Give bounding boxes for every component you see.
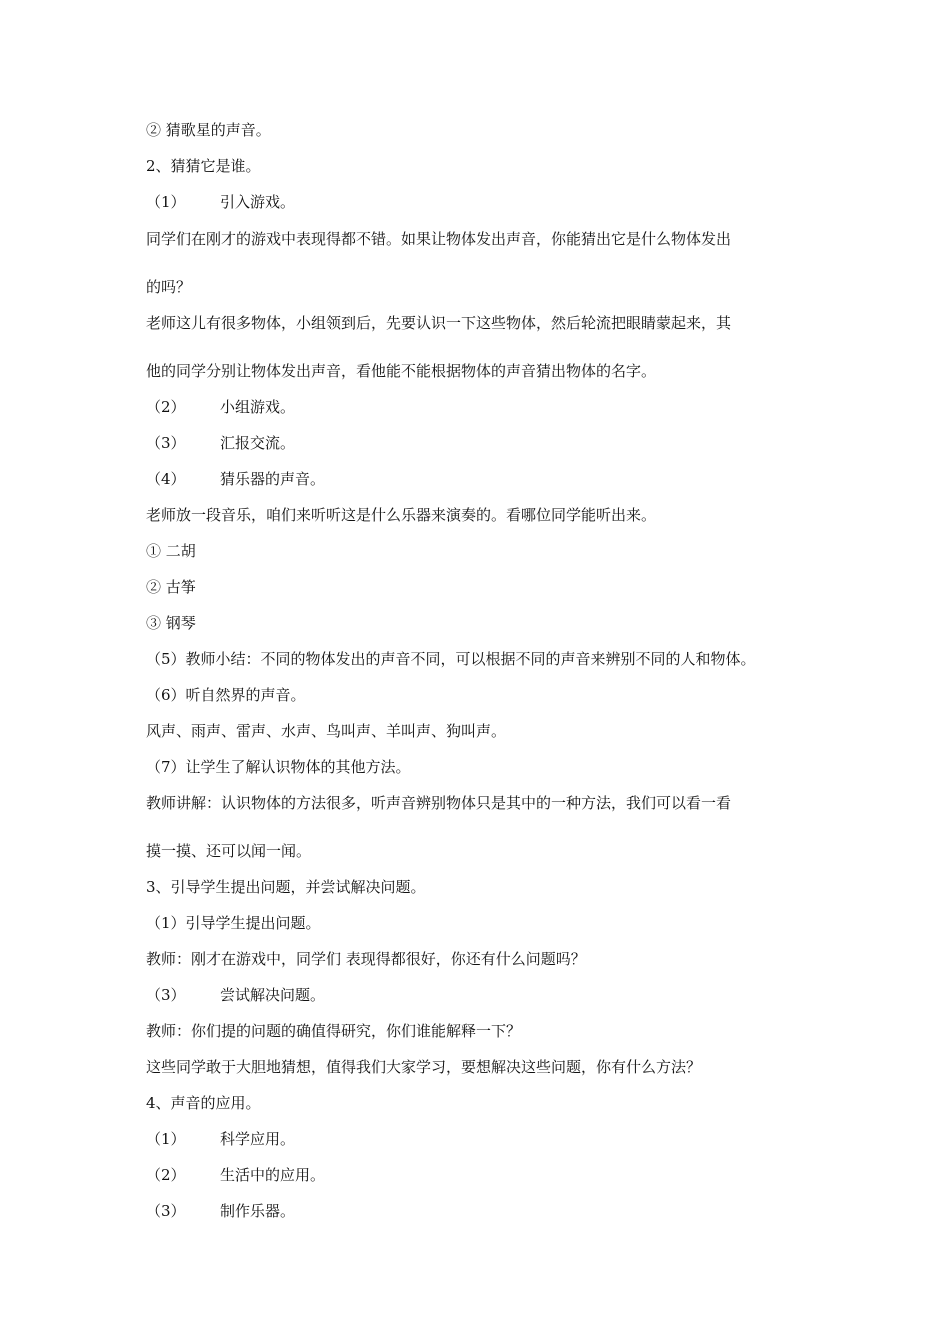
text-line: （6）听自然界的声音。 [146,686,306,704]
item-text: 尝试解决问题。 [220,986,326,1004]
item-number: （1） [146,1130,186,1148]
numbered-item [146,985,826,1005]
text-line: 摸一摸、还可以闻一闻。 [146,842,312,860]
list-item: ① 二胡 [146,542,196,560]
numbered-item [146,397,826,417]
item-text: 小组游戏。 [220,398,296,416]
item-text: 制作乐器。 [220,1202,296,1220]
text-line: 的吗？ [146,278,192,296]
item-number: （3） [146,986,186,1004]
text-line: （1）引导学生提出问题。 [146,914,321,932]
numbered-item [146,1129,826,1149]
text-line: 同学们在刚才的游戏中表现得都不错。如果让物体发出声音，你能猜出它是什么物体发出 [146,230,732,248]
item-number: （3） [146,1202,186,1220]
item-number: （3） [146,434,186,452]
item-text: 汇报交流。 [220,434,296,452]
numbered-item [146,469,826,489]
text-line: （7）让学生了解认识物体的其他方法。 [146,758,411,776]
section-heading: 3、引导学生提出问题，并尝试解决问题。 [146,878,426,896]
text-line: ② 猜歌星的声音。 [146,121,271,139]
item-number: （2） [146,398,186,416]
section-heading: 2、猜猜它是谁。 [146,157,261,175]
item-text: 生活中的应用。 [220,1166,326,1184]
text-line: （5）教师小结：不同的物体发出的声音不同，可以根据不同的声音来辨别不同的人和物体。 [146,650,756,668]
numbered-item [146,1165,826,1185]
text-line: 老师这儿有很多物体，小组领到后，先要认识一下这些物体，然后轮流把眼睛蒙起来，其 [146,314,732,332]
text-line: 风声、雨声、雷声、水声、鸟叫声、羊叫声、狗叫声。 [146,722,507,740]
item-number: （1） [146,193,186,211]
section-heading: 4、声音的应用。 [146,1094,261,1112]
text-line: 老师放一段音乐，咱们来听听这是什么乐器来演奏的。看哪位同学能听出来。 [146,506,657,524]
list-item: ② 古筝 [146,578,196,596]
item-text: 科学应用。 [220,1130,296,1148]
text-line: 这些同学敢于大胆地猜想，值得我们大家学习，要想解决这些问题，你有什么方法？ [146,1058,702,1076]
numbered-item [146,192,826,212]
text-line: 教师：你们提的问题的确值得研究，你们谁能解释一下？ [146,1022,522,1040]
text-line: 教师：刚才在游戏中，同学们 表现得都很好，你还有什么问题吗？ [146,950,586,968]
text-line: 他的同学分别让物体发出声音，看他能不能根据物体的声音猜出物体的名字。 [146,362,657,380]
item-number: （4） [146,470,186,488]
document-body [146,120,826,1221]
list-item: ③ 钢琴 [146,614,196,632]
item-text: 引入游戏。 [220,193,296,211]
item-number: （2） [146,1166,186,1184]
item-text: 猜乐器的声音。 [220,470,326,488]
text-line: 教师讲解：认识物体的方法很多，听声音辨别物体只是其中的一种方法，我们可以看一看 [146,794,732,812]
numbered-item [146,433,826,453]
numbered-item [146,1201,826,1221]
